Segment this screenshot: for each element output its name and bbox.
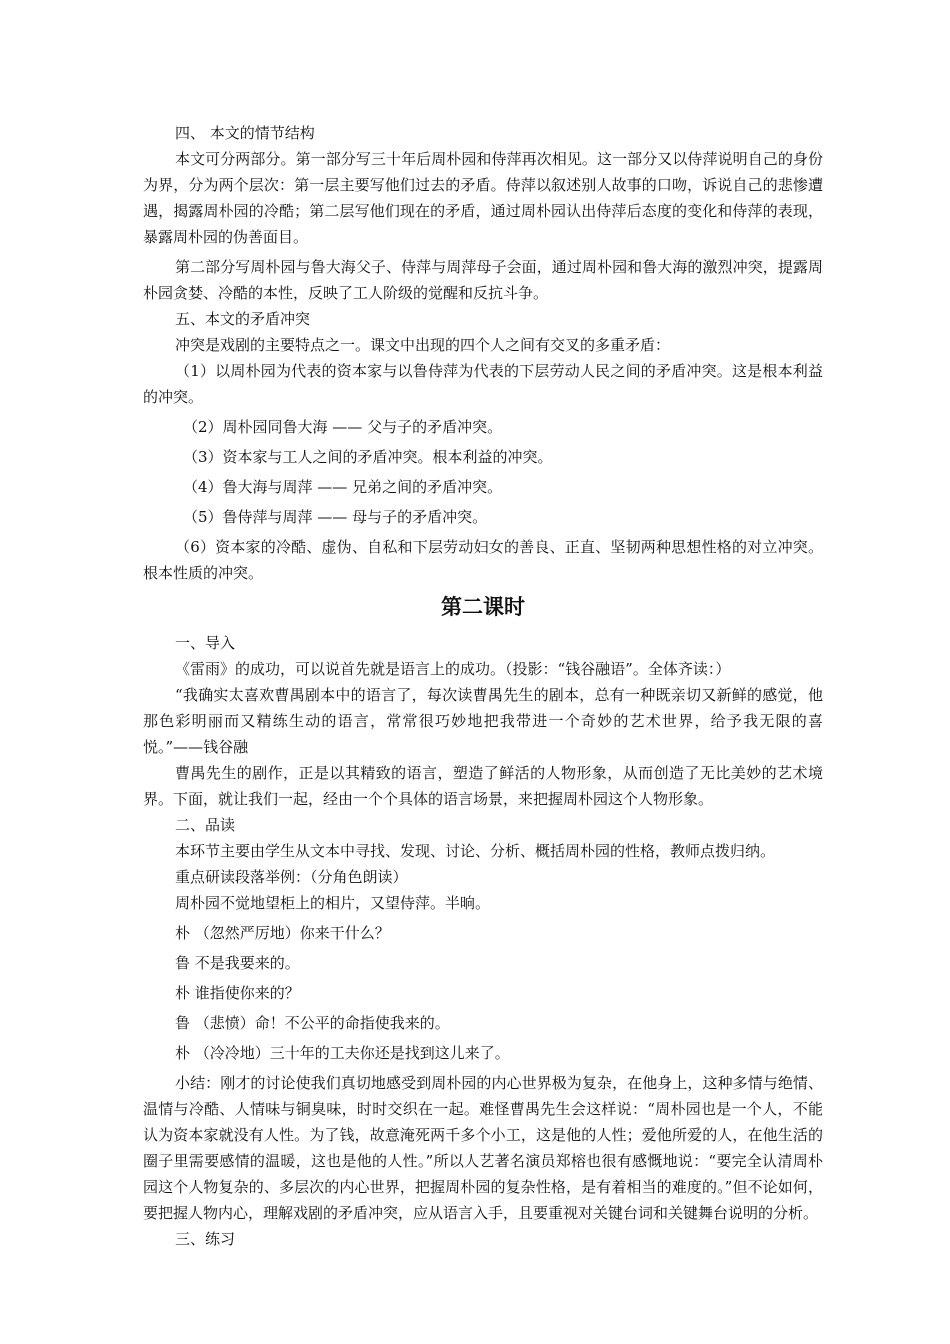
paragraph-key-passage: 重点研读段落举例：（分角色朗读）: [175, 868, 408, 886]
dialogue-line: 鲁 不是我要来的。: [175, 954, 300, 972]
paragraph-intro: 《雷雨》的成功，可以说首先就是语言上的成功。（投影：“钱谷融语”。全体齐读：）: [175, 660, 731, 678]
paragraph-part-one: 本文可分两部分。第一部分写三十年后周朴园和侍萍再次相见。这一部分又以侍萍说明自己的身份为界，分为两个层次：第一层主要写他们过去的矛盾。侍萍以叙述别人故事的口吻，诉说自己的悲惨遭遇，揭露周朴园的冷酷；第二层写他们现在的矛盾，通过周朴园认出侍萍后态度的变化和侍萍的表现，暴露周朴园的伪善面目。: [143, 150, 823, 246]
paragraph-conflict-intro: 冲突是戏剧的主要特点之一。课文中出现的四个人之间有交叉的多重矛盾：: [175, 336, 671, 354]
dialogue-line: 朴 谁指使你来的？: [175, 984, 300, 1002]
paragraph-part-two: 第二部分写周朴园与鲁大海父子、侍萍与周萍母子会面，通过周朴园和鲁大海的激烈冲突，提露周朴园贪婪、冷酷的本性，反映了工人阶级的觉醒和反抗斗争。: [143, 258, 823, 302]
dialogue-line: 朴 （冷冷地）三十年的工夫你还是找到这儿来了。: [175, 1044, 510, 1062]
document-body: [143, 120, 823, 1252]
section-heading-plot-structure: 四、 本文的情节结构: [175, 124, 315, 142]
section-heading-conflicts: 五、本文的矛盾冲突: [175, 310, 311, 328]
stage-direction: 周朴园不觉地望柜上的相片，又望侍萍。半晌。: [175, 894, 491, 912]
conflict-item-4: （4）鲁大海与周萍 —— 兄弟之间的矛盾冲突。: [183, 478, 503, 496]
quote-qian-gurong: “我确实太喜欢曹禺剧本中的语言了，每次读曹禺先生的剧本，总有一种既亲切又新鲜的感觉，他那色彩明丽而又精练生动的语言，常常很巧妙地把我带进一个奇妙的艺术世界，给予我无限的喜悦。”——钱谷融: [143, 686, 823, 756]
paragraph-reading-method: 本环节主要由学生从文本中寻找、发现、讨论、分析、概括周朴园的性格，教师点拨归纳。: [175, 842, 776, 860]
section-heading-intro: 一、导入: [175, 634, 236, 652]
dialogue-line: 鲁 （悲愤）命！不公平的命指使我来的。: [175, 1014, 450, 1032]
section-heading-practice: 三、练习: [175, 1230, 236, 1248]
conflict-item-6: （6）资本家的冷酷、虚伪、自私和下层劳动妇女的善良、正直、坚韧两种思想性格的对立冲突。根本性质的冲突。: [143, 538, 823, 582]
conflict-item-3: （3）资本家与工人之间的矛盾冲突。根本利益的冲突。: [183, 448, 553, 466]
paragraph-summary: 小结：刚才的讨论使我们真切地感受到周朴园的内心世界极为复杂，在他身上，这种多情与绝情、温情与冷酷、人情味与铜臭味，时时交织在一起。难怪曹禺先生会这样说：“周朴园也是一个人，不能认为资本家就没有人性。为了钱，故意淹死两千多个小工，这是他的人性；爱他所爱的人，在他生活的圈子里需要感情的温暖，这也是他的人性。”所以人艺著名演员郑榕也很有感慨地说：“要完全认清周朴园这个人物复杂的、多层次的内心世界，把握周朴园的复杂性格，是有着相当的难度的。”但不论如何，要把握人物内心，理解戏剧的矛盾冲突，应从语言入手，且要重视对关键台词和关键舞台说明的分析。: [143, 1074, 823, 1222]
conflict-item-5: （5）鲁侍萍与周萍 —— 母与子的矛盾冲突。: [183, 508, 488, 526]
conflict-item-2: （2）周朴园同鲁大海 —— 父与子的矛盾冲突。: [183, 418, 503, 436]
dialogue-line: 朴 （忽然严厉地）你来干什么？: [175, 924, 390, 942]
paragraph-cao-yu-works: 曹禺先生的剧作，正是以其精致的语言，塑造了鲜活的人物形象，从而创造了无比美妙的艺术境界。下面，就让我们一起，经由一个个具体的语言场景，来把握周朴园这个人物形象。: [143, 764, 823, 808]
conflict-item-1: （1）以周朴园为代表的资本家与以鲁侍萍为代表的下层劳动人民之间的矛盾冲突。这是根本利益的冲突。: [143, 362, 823, 406]
section-heading-reading: 二、品读: [175, 816, 236, 834]
lesson-title: 第二课时: [441, 595, 525, 619]
